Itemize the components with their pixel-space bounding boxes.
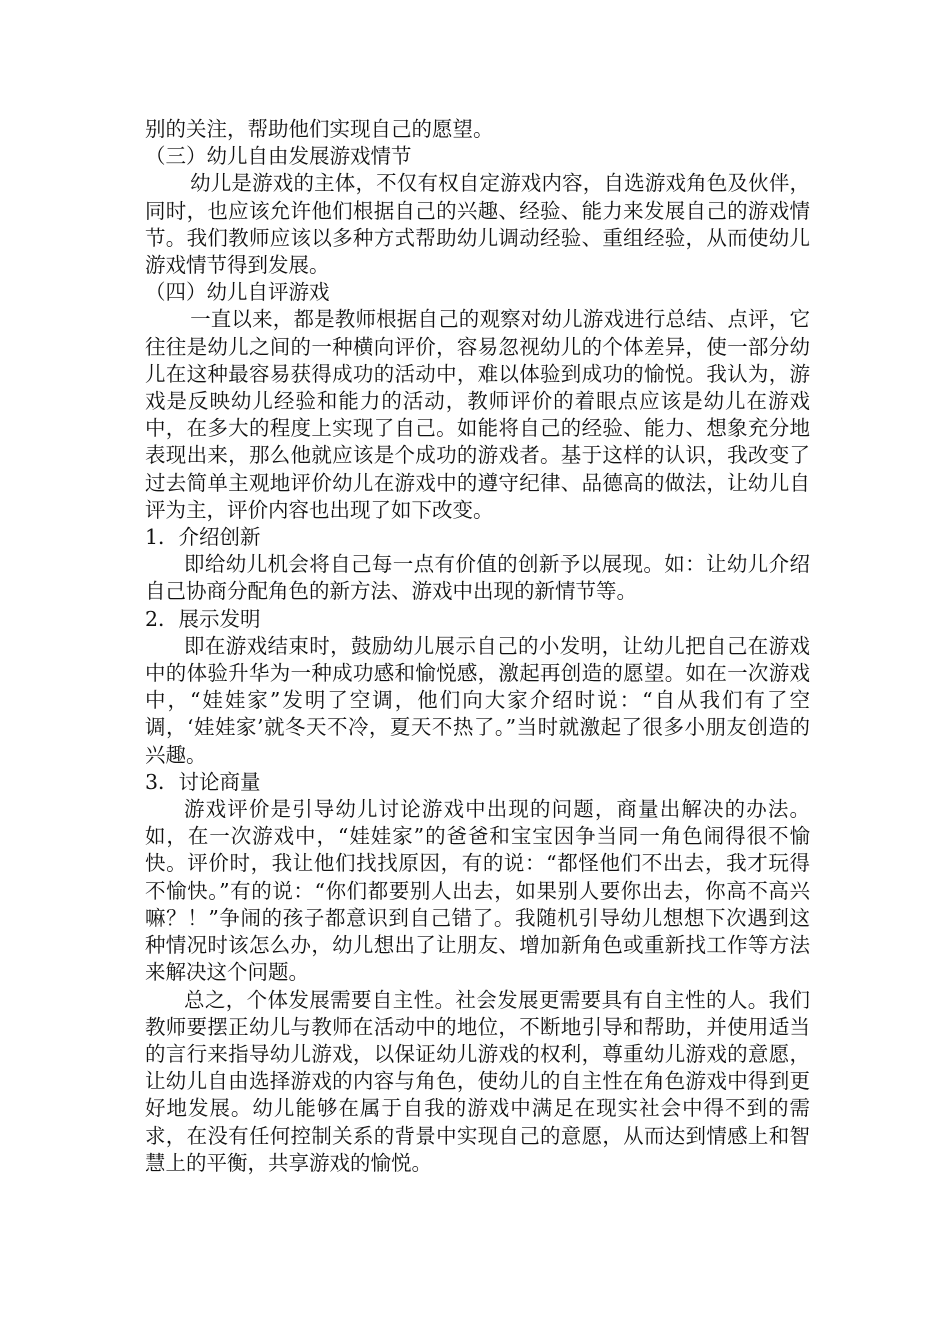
subheading-2: 2．展示发明: [145, 606, 261, 631]
document-body: [145, 116, 810, 1177]
paragraph-continuation: 别的关注，帮助他们实现自己的愿望。: [145, 117, 494, 141]
section-heading-4: （四）幼儿自评游戏: [145, 280, 330, 305]
paragraph-self-evaluation: 一直以来，都是教师根据自己的观察对幼儿游戏进行总结、点评，它往往是幼儿之间的一种横向评价，容易忽视幼儿的个体差异，使一部分幼儿在这种最容易获得成功的活动中，难以体验到成功的愉悦。我认为，游戏是反映幼儿经验和能力的活动，教师评价的着眼点应该是幼儿在游戏中，在多大的程度上实现了自己。如能将自己的经验、能力、想象充分地表现出来，那么他就应该是个成功的游戏者。基于这样的认识，我改变了过去简单主观地评价幼儿在游戏中的遵守纪律、品德高的做法，让幼儿自评为主，评价内容也出现了如下改变。: [145, 307, 810, 522]
subheading-3: 3．讨论商量: [145, 769, 261, 794]
paragraph-discussion: 游戏评价是引导幼儿讨论游戏中出现的问题，商量出解决的办法。如，在一次游戏中，“娃娃家”的爸爸和宝宝因争当同一角色闹得很不愉快。评价时，我让他们找找原因，有的说：“都怪他们不出去，我才玩得不愉快。”有的说：“你们都要别人出去，如果别人要你出去，你高不高兴嘛？！”争闹的孩子都意识到自己错了。我随机引导幼儿想想下次遇到这种情况时该怎么办，幼儿想出了让朋友、增加新角色或重新找工作等方法来解决这个问题。: [145, 797, 810, 985]
section-heading-3: （三）幼儿自由发展游戏情节: [145, 144, 412, 169]
paragraph-introduce-innovation: 即给幼儿机会将自己每一点有价值的创新予以展现。如：让幼儿介绍自己协商分配角色的新方法、游戏中出现的新情节等。: [145, 552, 810, 604]
paragraph-free-development: 幼儿是游戏的主体，不仅有权自定游戏内容，自选游戏角色及伙伴，同时，也应该允许他们根据自己的兴趣、经验、能力来发展自己的游戏情节。我们教师应该以多种方式帮助幼儿调动经验、重组经验，从而使幼儿游戏情节得到发展。: [145, 171, 810, 278]
subheading-1: 1．介绍创新: [145, 525, 261, 550]
paragraph-conclusion: 总之，个体发展需要自主性。社会发展更需要具有自主性的人。我们教师要摆正幼儿与教师在活动中的地位，不断地引导和帮助，并使用适当的言行来指导幼儿游戏，以保证幼儿游戏的权利，尊重幼儿游戏的意愿，让幼儿自由选择游戏的内容与角色，使幼儿的自主性在角色游戏中得到更好地发展。幼儿能够在属于自我的游戏中满足在现实社会中得不到的需求，在没有任何控制关系的背景中实现自己的意愿，从而达到情感上和智慧上的平衡，共享游戏的愉悦。: [145, 987, 810, 1175]
paragraph-show-invention: 即在游戏结束时，鼓励幼儿展示自己的小发明，让幼儿把自己在游戏中的体验升华为一种成功感和愉悦感，激起再创造的愿望。如在一次游戏中，“娃娃家”发明了空调，他们向大家介绍时说：“自从我们有了空调，‘娃娃家’就冬天不冷，夏天不热了。”当时就激起了很多小朋友创造的兴趣。: [145, 633, 810, 767]
